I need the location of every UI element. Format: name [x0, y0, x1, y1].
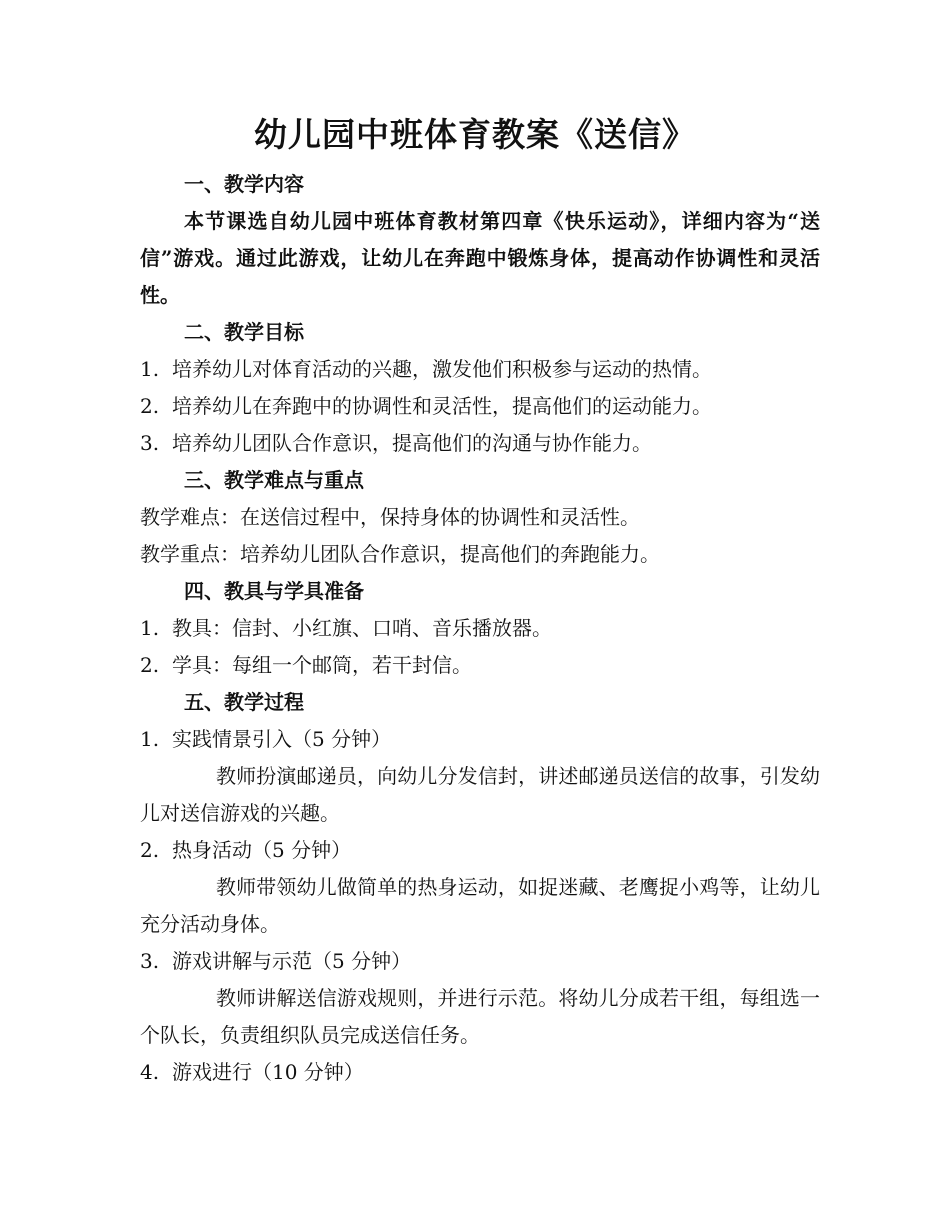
- item-number: 2.: [140, 394, 160, 418]
- item-number: 4.: [140, 1060, 160, 1084]
- section-heading-objectives: 二、教学目标: [184, 320, 304, 344]
- document-title: 幼儿园中班体育教案《送信》: [254, 115, 696, 154]
- process-step-title: [140, 943, 820, 980]
- section-heading-process: 五、教学过程: [184, 690, 304, 714]
- item-text: 学具：每组一个邮筒，若干封信。: [172, 653, 472, 677]
- document-body: [140, 166, 820, 1091]
- step-title-text: 游戏进行（10 分钟）: [172, 1060, 364, 1084]
- process-step-body: 教师讲解送信游戏规则，并进行示范。将幼儿分成若干组，每组选一个队长，负责组织队员完成送信任务。: [140, 986, 820, 1047]
- section-heading-difficulties: 三、教学难点与重点: [184, 468, 364, 492]
- process-step-title: [140, 1054, 820, 1091]
- content-paragraph: 本节课选自幼儿园中班体育教材第四章《快乐运动》，详细内容为“送信”游戏。通过此游戏，让幼儿在奔跑中锻炼身体，提高动作协调性和灵活性。: [140, 209, 820, 307]
- section-heading-materials: 四、教具与学具准备: [184, 579, 364, 603]
- process-step-body: 教师扮演邮递员，向幼儿分发信封，讲述邮递员送信的故事，引发幼儿对送信游戏的兴趣。: [140, 764, 820, 825]
- item-number: 1.: [140, 357, 160, 381]
- section-heading-content: 一、教学内容: [184, 172, 304, 196]
- process-step-title: [140, 832, 820, 869]
- item-number: 2.: [140, 838, 160, 862]
- item-number: 3.: [140, 949, 160, 973]
- difficulty-text: 教学难点：在送信过程中，保持身体的协调性和灵活性。: [140, 505, 640, 529]
- item-number: 3.: [140, 431, 160, 455]
- objective-item: [140, 425, 820, 462]
- item-text: 培养幼儿在奔跑中的协调性和灵活性，提高他们的运动能力。: [172, 394, 712, 418]
- process-step-body: 教师带领幼儿做简单的热身运动，如捉迷藏、老鹰捉小鸡等，让幼儿充分活动身体。: [140, 875, 820, 936]
- item-number: 2.: [140, 653, 160, 677]
- objective-item: [140, 388, 820, 425]
- objective-item: [140, 351, 820, 388]
- item-text: 培养幼儿对体育活动的兴趣，激发他们积极参与运动的热情。: [172, 357, 712, 381]
- process-step-title: [140, 721, 820, 758]
- item-text: 教具：信封、小红旗、口哨、音乐播放器。: [172, 616, 552, 640]
- key-point-text: 教学重点：培养幼儿团队合作意识，提高他们的奔跑能力。: [140, 542, 660, 566]
- step-title-text: 实践情景引入（5 分钟）: [172, 727, 392, 751]
- item-number: 1.: [140, 727, 160, 751]
- materials-item: [140, 647, 820, 684]
- step-title-text: 游戏讲解与示范（5 分钟）: [172, 949, 412, 973]
- materials-item: [140, 610, 820, 647]
- step-title-text: 热身活动（5 分钟）: [172, 838, 352, 862]
- item-text: 培养幼儿团队合作意识，提高他们的沟通与协作能力。: [172, 431, 652, 455]
- item-number: 1.: [140, 616, 160, 640]
